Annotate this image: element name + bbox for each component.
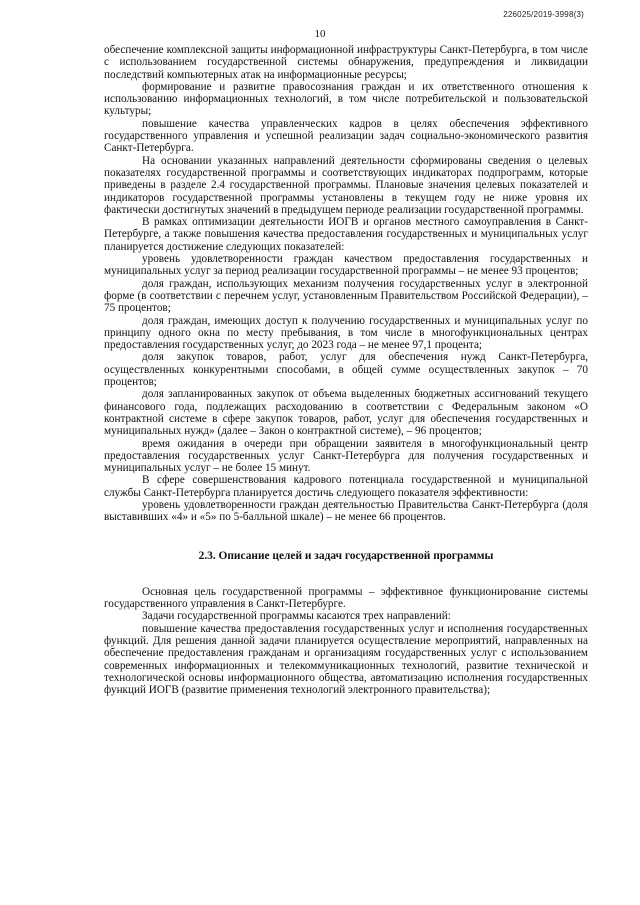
paragraph: уровень удовлетворенности граждан качеством предоставления государственных и муниципальных услуг за период реализации государственной программы – не менее 93 процентов; (104, 253, 588, 278)
paragraph: Основная цель государственной программы – эффективное функционирование системы государственного управления в Санкт-Петербурге. (104, 585, 588, 611)
paragraph: повышение качества управленческих кадров в целях обеспечения эффективного государственного управления и успешной реализации задач социально-экономического развития Санкт-Петербурга. (104, 117, 588, 155)
paragraph: В рамках оптимизации деятельности ИОГВ и органов местного самоуправления в Санкт-Петербурге, а также повышения качества предоставления государственных и муниципальных услуг планируется достижение следующих показателей: (104, 216, 588, 253)
paragraph: формирование и развитие правосознания граждан и их ответственного отношения к использованию информационных технологий, в том числе потребительской и пользовательской культуры; (104, 80, 588, 118)
page-number: 10 (314, 28, 326, 40)
section-heading: 2.3. Описание целей и задач государственной программы (198, 549, 494, 562)
paragraph: доля граждан, имеющих доступ к получению государственных и муниципальных услуг по принципу одного окна по месту пребывания, в том числе в многофункциональных центрах предоставления государственных услуг, до 2023 года – не менее 97,1 процента; (104, 314, 588, 352)
paragraph: На основании указанных направлений деятельности сформированы сведения о целевых показателях государственной программы и соответствующих индикаторах подпрограмм, которые приведены в разделе 2.4 государственной программы. Плановые значения целевых показателей и индикаторов государственной программы установлены в текущем году не ниже уровня их фактически достигнутых значений в предыдущем периоде реализации государственной программы. (104, 154, 588, 216)
paragraph: повышение качества предоставления государственных услуг и исполнения государственных функций. Для решения данной задачи планируется осуществление мероприятий, направленных на обеспечение предоставления гражданам и организациям государственных услуг с использованием современных информационных и телекоммуникационных технологий, развитие технической и технологической основы информационного общества, автоматизацию исполнения государственных функций ИОГВ (развитие применения технологий электронного правительства); (104, 622, 588, 697)
document-body (104, 44, 588, 697)
paragraph: доля закупок товаров, работ, услуг для обеспечения нужд Санкт-Петербурга, осуществленных конкурентными способами, в общей сумме осуществленных закупок – 70 процентов; (104, 351, 588, 389)
paragraph: время ожидания в очереди при обращении заявителя в многофункциональный центр предоставления государственных услуг Санкт-Петербурга для получения государственных и муниципальных услуг – не более 15 минут. (104, 437, 588, 475)
paragraph: уровень удовлетворенности граждан деятельностью Правительства Санкт-Петербурга (доля выставивших «4» и «5» по 5-балльной шкале) – не менее 66 процентов. (104, 498, 588, 524)
paragraph: Задачи государственной программы касаются трех направлений: (142, 610, 451, 623)
paragraph: доля запланированных закупок от объема выделенных бюджетных ассигнований текущего финансового года, подлежащих расходованию в соответствии с Федеральным законом «О контрактной системе в сфере закупок товаров, работ, услуг для обеспечения государственных и муниципальных нужд» (далее – Закон о контрактной системе), – 96 процентов; (104, 388, 588, 438)
paragraph: В сфере совершенствования кадрового потенциала государственной и муниципальной службы Санкт-Петербурга планируется достичь следующего показателя эффективности: (104, 474, 588, 499)
paragraph: обеспечение комплексной защиты информационной инфраструктуры Санкт-Петербурга, в том числе с использованием государственной системы обнаружения, предупреждения и ликвидации последствий компьютерных атак на информационные ресурсы; (104, 44, 588, 81)
paragraph: доля граждан, использующих механизм получения государственных услуг в электронной форме (в соответствии с перечнем услуг, установленным Правительством Российской Федерации), – 75 процентов; (104, 277, 588, 315)
document-id: 226025/2019-3998(3) (503, 10, 584, 19)
